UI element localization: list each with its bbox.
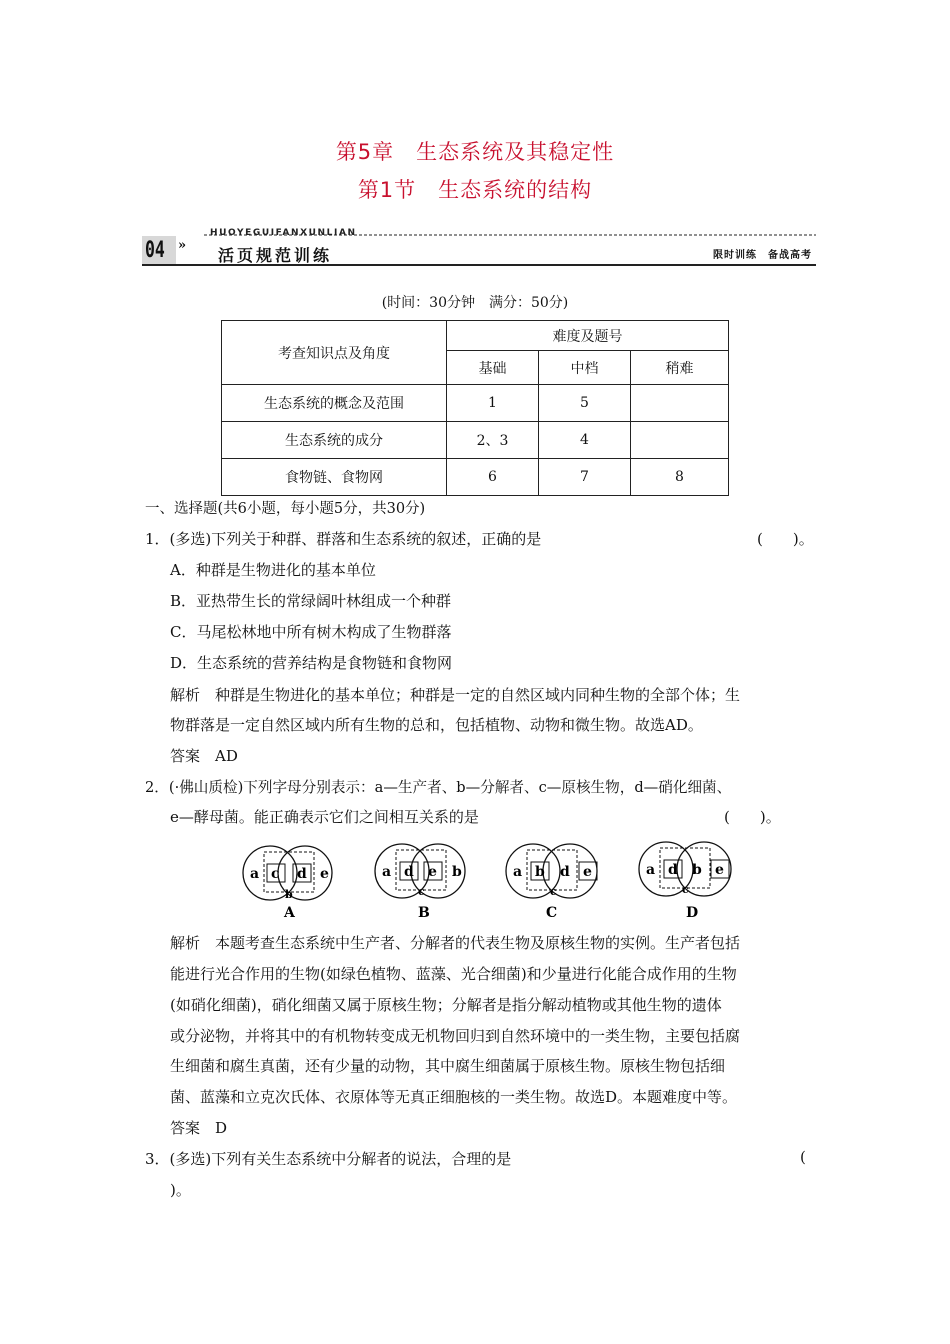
diagram-b-letter: a — [382, 864, 392, 880]
diagram-d-letter: d — [668, 862, 678, 878]
diagram-c — [506, 844, 597, 921]
q1-analysis-line: 解析 种群是生物进化的基本单位；种群是一定的自然区域内同种生物的全部个体；生 — [170, 686, 741, 704]
diagram-b-letter: c — [418, 885, 425, 898]
section-title: 第1节 生态系统的结构 — [357, 178, 593, 202]
diagram-c-letter: a — [513, 864, 523, 880]
time-info: (时间：30分钟 满分：50分) — [381, 295, 569, 311]
row-medium: 7 — [539, 459, 631, 496]
q1-answer: 答案 AD — [170, 747, 238, 765]
diagram-a — [243, 846, 332, 921]
q2-blank: ( )。 — [724, 808, 781, 826]
diagram-d — [639, 842, 731, 921]
diagram-d-letter: c — [682, 883, 689, 896]
level-basic: 基础 — [447, 351, 539, 385]
row-hard — [631, 385, 729, 422]
venn-diagram-options — [230, 840, 750, 924]
row-hard — [631, 422, 729, 459]
level-medium: 中档 — [539, 351, 631, 385]
diagram-b — [375, 844, 465, 921]
chapter-title: 第5章 生态系统及其稳定性 — [335, 140, 615, 164]
q2-analysis-line: (如硝化细菌)，硝化细菌又属于原核生物；分解者是指分解动植物或其他生物的遗体 — [170, 996, 722, 1014]
banner-number: 04 — [145, 238, 165, 263]
row-basic: 6 — [447, 459, 539, 496]
header-difficulty: 难度及题号 — [447, 321, 729, 351]
row-basic: 2、3 — [447, 422, 539, 459]
diagram-d-letter: e — [715, 862, 724, 878]
q2-analysis-line: 或分泌物，并将其中的有机物转变成无机物回归到自然环境中的一类生物，主要包括腐 — [170, 1027, 741, 1045]
row-topic: 食物链、食物网 — [222, 459, 447, 496]
q2-answer: 答案 D — [170, 1119, 228, 1137]
section-heading: 一、选择题(共6小题，每小题5分，共30分) — [145, 501, 426, 517]
diagram-c-letter: e — [583, 864, 592, 880]
diagram-a-letter: c — [271, 866, 280, 882]
banner-right-text: 限时训练 备战高考 — [713, 250, 812, 261]
diagram-a-label: A — [284, 905, 295, 921]
diagram-d-label: D — [686, 905, 699, 921]
diagram-c-letter: d — [560, 864, 570, 880]
q3-blank-close: )。 — [170, 1181, 191, 1199]
q3-stem: 3．(多选)下列有关生态系统中分解者的说法，合理的是 — [145, 1150, 512, 1168]
diagram-c-letter: b — [535, 864, 545, 880]
q2-analysis-line: 解析 本题考查生态系统中生产者、分解者的代表生物及原核生物的实例。生产者包括 — [170, 934, 741, 952]
q2-analysis-line: 能进行光合作用的生物(如绿色植物、蓝藻、光合细菌)和少量进行化能合成作用的生物 — [170, 965, 737, 983]
table-row — [222, 459, 729, 496]
row-medium: 5 — [539, 385, 631, 422]
diagram-b-label: B — [418, 905, 430, 921]
row-hard: 8 — [631, 459, 729, 496]
diagram-b-letter: b — [452, 864, 462, 880]
q1-option-d: D．生态系统的营养结构是食物链和食物网 — [170, 654, 453, 672]
diagram-a-letter: d — [297, 866, 307, 882]
q1-option-c: C．马尾松林地中所有树木构成了生物群落 — [170, 623, 452, 641]
q2-stem-line: 2．(·佛山质检)下列字母分别表示：a—生产者、b—分解者、c—原核生物，d—硝化细菌、 — [145, 779, 732, 796]
banner-arrow-icon: » — [178, 238, 187, 253]
q3-blank-open: ( — [800, 1148, 806, 1166]
table-row — [222, 385, 729, 422]
q2-stem-line: e—酵母菌。能正确表示它们之间相互关系的是 — [170, 808, 479, 826]
q1-stem: 1．(多选)下列关于种群、群落和生态系统的叙述，正确的是 — [145, 530, 542, 548]
q2-analysis-line: 生细菌和腐生真菌，还有少量的动物，其中腐生细菌属于原核生物。原核生物包括细 — [170, 1057, 726, 1075]
q1-analysis-line: 物群落是一定自然区域内所有生物的总和，包括植物、动物和微生物。故选AD。 — [170, 716, 703, 734]
diagram-a-letter: a — [250, 866, 260, 882]
knowledge-table — [221, 320, 729, 496]
table-row — [222, 422, 729, 459]
header-topic: 考查知识点及角度 — [222, 321, 447, 385]
diagram-d-letter: b — [692, 862, 702, 878]
level-hard: 稍难 — [631, 351, 729, 385]
diagram-a-letter: b — [285, 888, 293, 901]
q1-option-b: B．亚热带生长的常绿阔叶林组成一个种群 — [170, 592, 452, 610]
q2-analysis-line: 菌、蓝藻和立克次氏体、衣原体等无真正细胞核的一类生物。故选D。本题难度中等。 — [170, 1088, 738, 1106]
diagram-a-letter: e — [320, 866, 329, 882]
diagram-c-letter: c — [550, 885, 557, 898]
row-medium: 4 — [539, 422, 631, 459]
row-topic: 生态系统的成分 — [222, 422, 447, 459]
diagram-b-letter: d — [404, 864, 414, 880]
diagram-c-label: C — [546, 905, 558, 921]
banner-title: 活页规范训练 — [218, 246, 333, 265]
q1-blank: ( )。 — [757, 530, 814, 548]
row-topic: 生态系统的概念及范围 — [222, 385, 447, 422]
row-basic: 1 — [447, 385, 539, 422]
diagram-b-letter: e — [428, 864, 437, 880]
q1-option-a: A．种群是生物进化的基本单位 — [170, 561, 376, 579]
diagram-d-letter: a — [646, 862, 656, 878]
banner-pinyin: HUOYEGUIFANXUNLIAN — [210, 228, 357, 238]
